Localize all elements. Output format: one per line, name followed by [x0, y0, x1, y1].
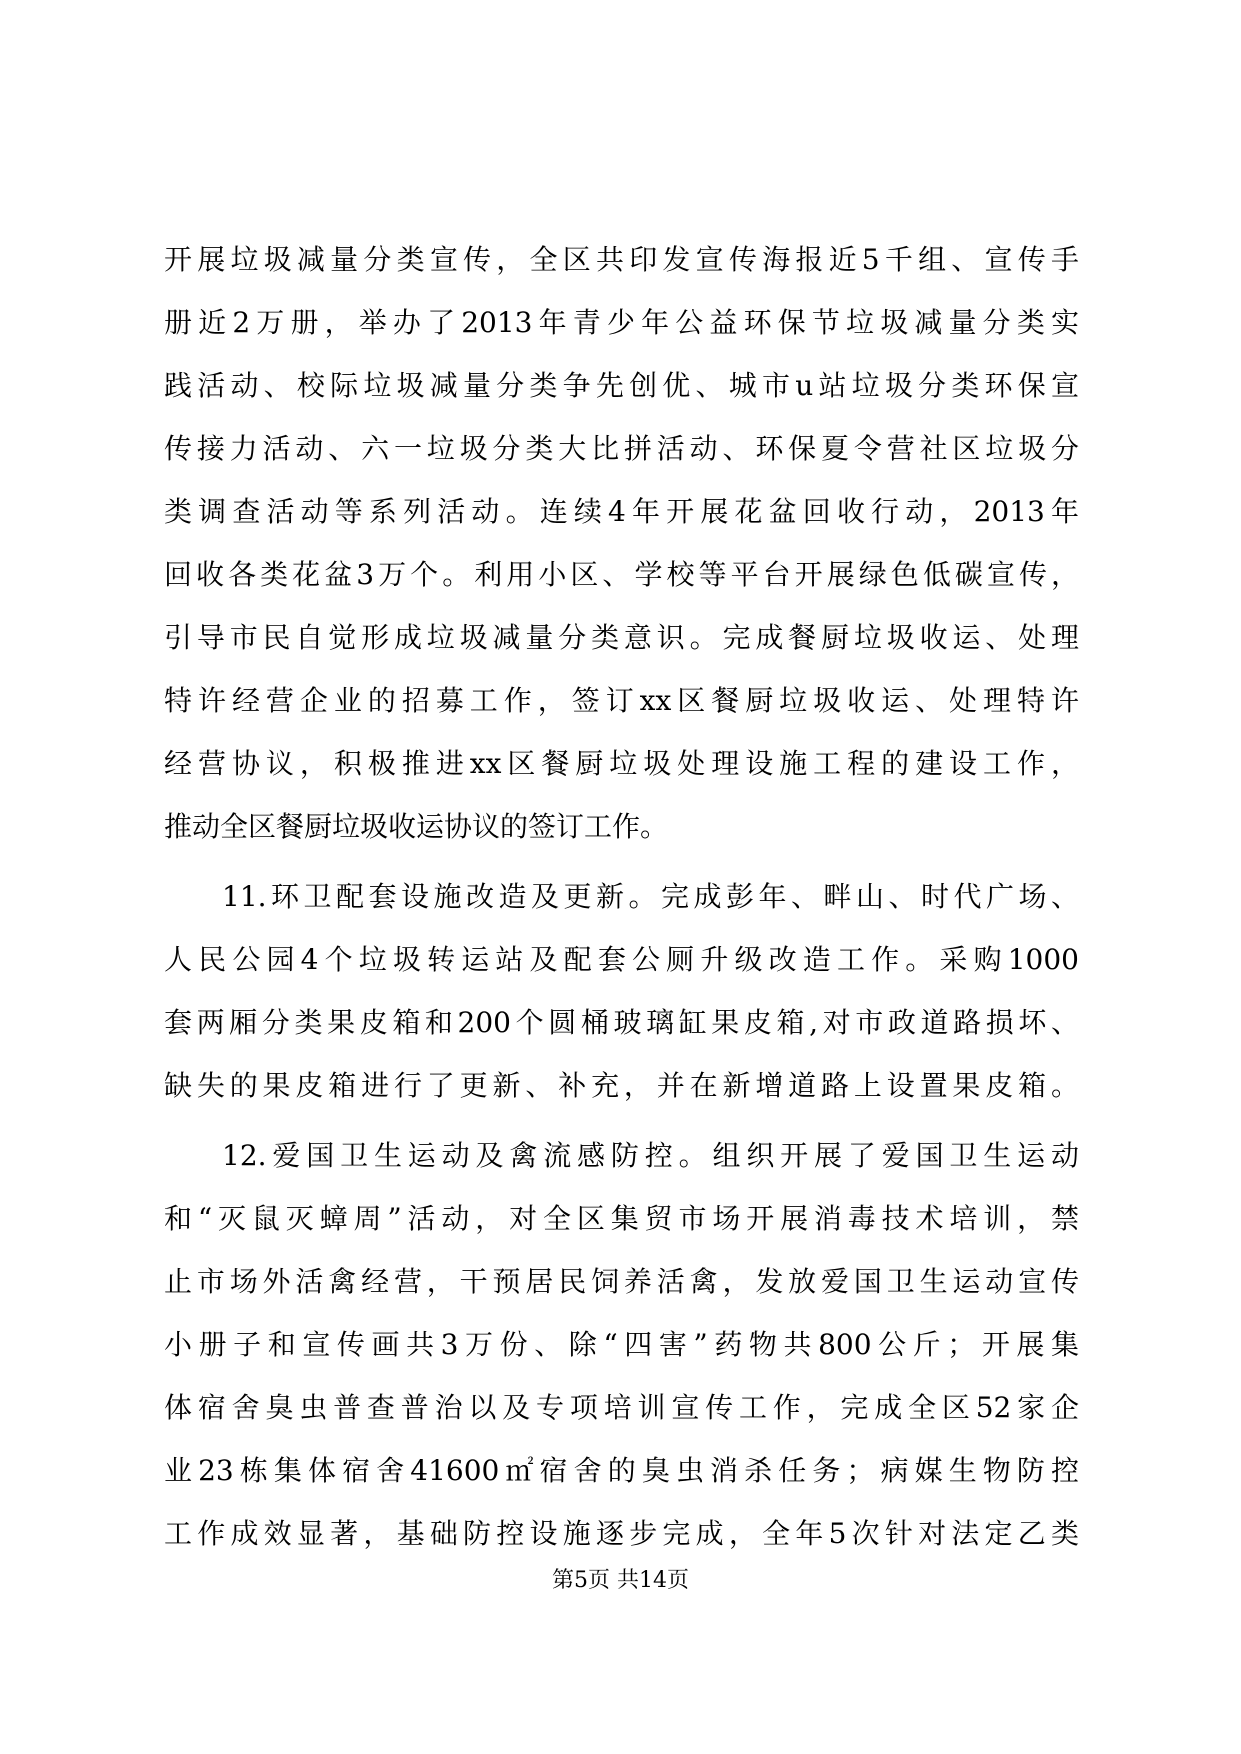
text-line: 人民公园4个垃圾转运站及配套公厕升级改造工作。采购1000	[164, 943, 1079, 976]
text-line: 和“灭鼠灭蟑周”活动，对全区集贸市场开展消毒技术培训，禁	[164, 1202, 1079, 1235]
paragraph-gap	[164, 1117, 1079, 1124]
text-line: 册近2万册，举办了2013年青少年公益环保节垃圾减量分类实	[164, 306, 1079, 339]
paragraph	[164, 228, 1079, 858]
text-line: 业23栋集体宿舍41600㎡宿舍的臭虫消杀任务；病媒生物防控	[164, 1454, 1079, 1487]
text-line: 小册子和宣传画共3万份、除“四害”药物共800公斤；开展集	[164, 1328, 1079, 1361]
paragraph	[164, 865, 1079, 1117]
text-line: 体宿舍臭虫普查普治以及专项培训宣传工作，完成全区52家企	[164, 1391, 1079, 1424]
text-line: 11.环卫配套设施改造及更新。完成彭年、畔山、时代广场、	[222, 880, 1079, 913]
text-line: 开展垃圾减量分类宣传，全区共印发宣传海报近5千组、宣传手	[164, 243, 1079, 276]
text-line: 类调查活动等系列活动。连续4年开展花盆回收行动，2013年	[164, 495, 1079, 528]
body-text	[164, 228, 1079, 1565]
text-line: 止市场外活禽经营，干预居民饲养活禽，发放爱国卫生运动宣传	[164, 1265, 1079, 1298]
text-line: 推动全区餐厨垃圾收运协议的签订工作。	[164, 810, 669, 843]
text-line: 缺失的果皮箱进行了更新、补充，并在新增道路上设置果皮箱。	[164, 1069, 1079, 1102]
text-line: 经营协议，积极推进xx区餐厨垃圾处理设施工程的建设工作，	[164, 747, 1079, 780]
text-line: 工作成效显著，基础防控设施逐步完成，全年5次针对法定乙类	[164, 1517, 1079, 1550]
text-line: 特许经营企业的招募工作，签订xx区餐厨垃圾收运、处理特许	[164, 684, 1079, 717]
text-line: 12.爱国卫生运动及禽流感防控。组织开展了爱国卫生运动	[222, 1139, 1079, 1172]
text-line: 套两厢分类果皮箱和200个圆桶玻璃缸果皮箱,对市政道路损坏、	[164, 1006, 1079, 1039]
paragraph-gap	[164, 858, 1079, 865]
text-line: 传接力活动、六一垃圾分类大比拼活动、环保夏令营社区垃圾分	[164, 432, 1079, 465]
page-footer: 第5页 共14页	[552, 1568, 689, 1593]
text-line: 引导市民自觉形成垃圾减量分类意识。完成餐厨垃圾收运、处理	[164, 621, 1079, 654]
text-line: 回收各类花盆3万个。利用小区、学校等平台开展绿色低碳宣传，	[164, 558, 1079, 591]
paragraph	[164, 1124, 1079, 1565]
text-line: 践活动、校际垃圾减量分类争先创优、城市u站垃圾分类环保宣	[164, 369, 1079, 402]
